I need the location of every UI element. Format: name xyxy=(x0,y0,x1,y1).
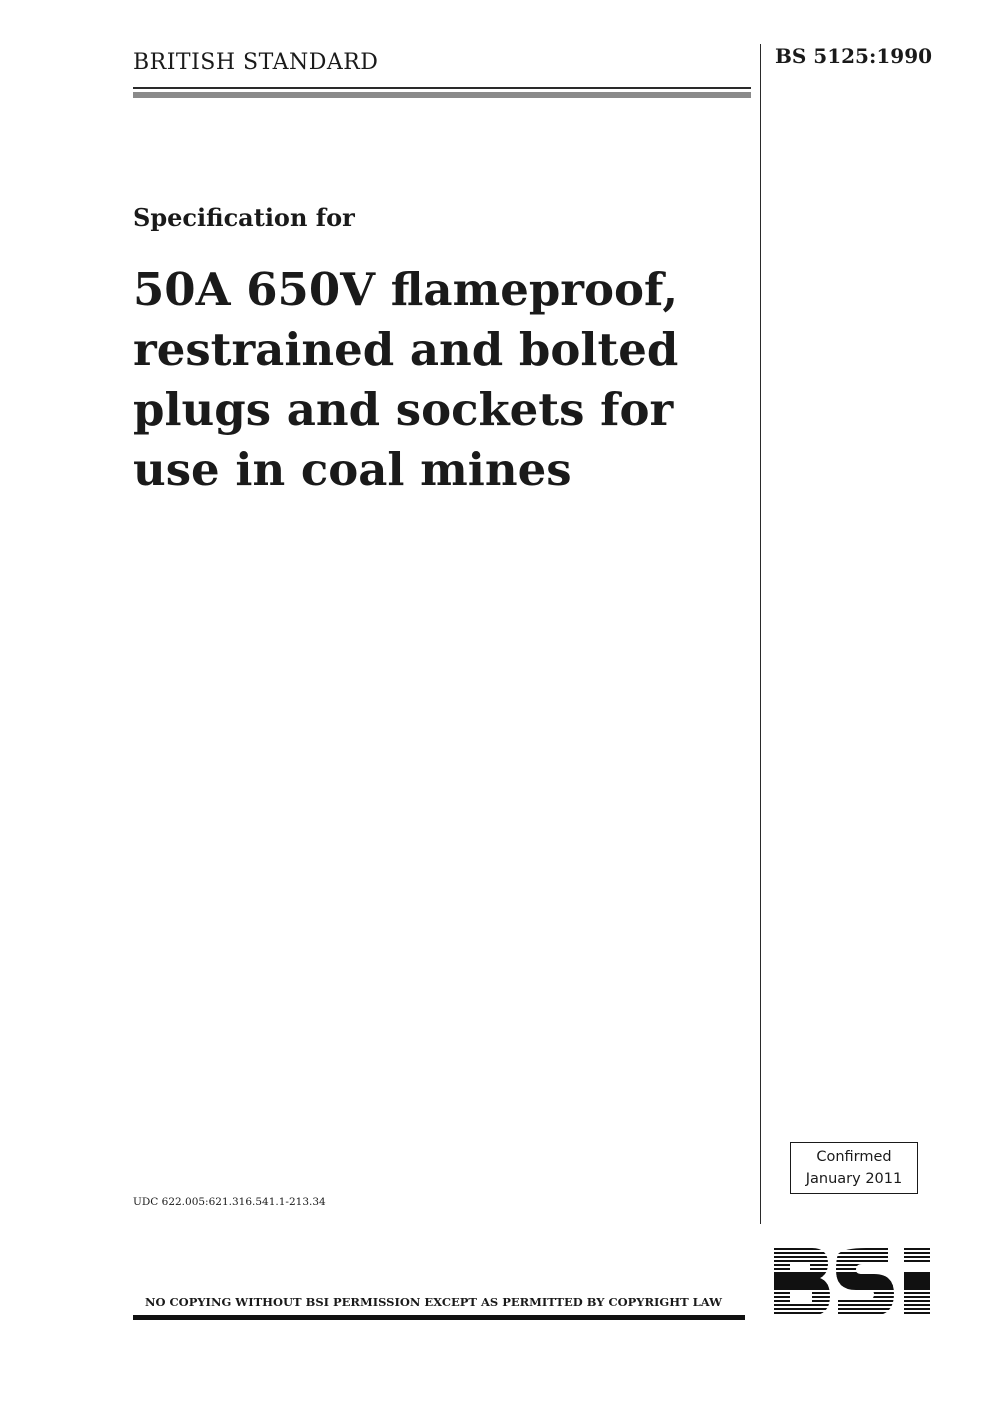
title-line: use in coal mines xyxy=(133,443,572,496)
header-rule-thick xyxy=(133,92,751,98)
title-line: restrained and bolted xyxy=(133,323,679,376)
confirmed-box xyxy=(790,1142,918,1194)
document-number: BS 5125:1990 xyxy=(775,44,933,68)
vertical-divider xyxy=(760,44,761,1224)
footer-rule xyxy=(133,1315,745,1320)
subtitle: Specification for xyxy=(133,203,355,232)
udc-classification: UDC 622.005:621.316.541.1-213.34 xyxy=(133,1196,326,1208)
confirmed-date: January 2011 xyxy=(805,1171,903,1187)
header-label: BRITISH STANDARD xyxy=(133,50,379,75)
confirmed-label: Confirmed xyxy=(816,1149,892,1165)
bsi-logo-icon xyxy=(770,1244,946,1320)
title-line: plugs and sockets for xyxy=(133,383,674,436)
header-rule-thin xyxy=(133,87,751,89)
document-title xyxy=(133,260,753,500)
title-line: 50A 650V flameproof, xyxy=(133,263,679,316)
copyright-notice: NO COPYING WITHOUT BSI PERMISSION EXCEPT AS PERMITTED BY COPYRIGHT LAW xyxy=(145,1295,723,1309)
